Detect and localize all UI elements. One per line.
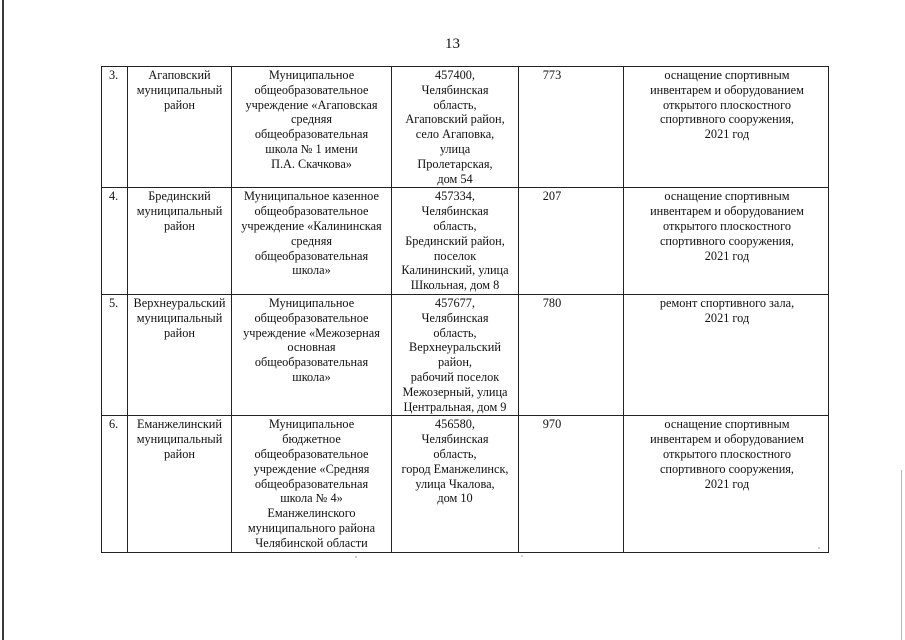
organization-cell: Муниципальное бюджетное общеобразовательное учреждение «Средняя общеобразовательная школа № 4» Еманжелинского муниципального района Челябинской области xyxy=(232,416,392,553)
table-row xyxy=(102,416,829,553)
amount-cell: 970 xyxy=(519,416,624,553)
scan-edge-right xyxy=(901,470,902,640)
table-row xyxy=(102,188,829,295)
purpose-cell: оснащение спортивным инвентарем и оборудованием открытого плоскостного спортивного сооружения, 2021 год xyxy=(624,188,829,295)
institutions-table xyxy=(101,66,829,553)
amount-cell: 773 xyxy=(519,67,624,188)
address-cell: 457334, Челябинская область, Брединский район, поселок Калининский, улица Школьная, дом 8 xyxy=(392,188,519,295)
row-number: 4. xyxy=(102,188,128,295)
district-cell: Брединский муниципальный район xyxy=(128,188,232,295)
address-cell: 457400, Челябинская область, Агаповский район, село Агаповка, улица Пролетарская, дом 54 xyxy=(392,67,519,188)
address-cell: 456580, Челябинская область, город Еманжелинск, улица Чкалова, дом 10 xyxy=(392,416,519,553)
scan-edge-left xyxy=(2,0,4,640)
table-row xyxy=(102,67,829,188)
district-cell: Агаповский муниципальный район xyxy=(128,67,232,188)
table-row xyxy=(102,294,829,415)
purpose-cell: ремонт спортивного зала, 2021 год xyxy=(624,294,829,415)
page-number: 13 xyxy=(445,36,460,52)
district-cell: Верхнеуральский муниципальный район xyxy=(128,294,232,415)
row-number: 5. xyxy=(102,294,128,415)
organization-cell: Муниципальное казенное общеобразовательное учреждение «Калининская средняя общеобразовательная школа» xyxy=(232,188,392,295)
row-number: 6. xyxy=(102,416,128,553)
row-number: 3. xyxy=(102,67,128,188)
amount-cell: 207 xyxy=(519,188,624,295)
organization-cell: Муниципальное общеобразовательное учреждение «Агаповская средняя общеобразовательная школа № 1 имени П.А. Скачкова» xyxy=(232,67,392,188)
amount-cell: 780 xyxy=(519,294,624,415)
organization-cell: Муниципальное общеобразовательное учреждение «Межозерная основная общеобразовательная школа» xyxy=(232,294,392,415)
purpose-cell: оснащение спортивным инвентарем и оборудованием открытого плоскостного спортивного сооружения, 2021 год xyxy=(624,416,829,553)
district-cell: Еманжелинский муниципальный район xyxy=(128,416,232,553)
purpose-cell: оснащение спортивным инвентарем и оборудованием открытого плоскостного спортивного сооружения, 2021 год xyxy=(624,67,829,188)
address-cell: 457677, Челябинская область, Верхнеуральский район, рабочий поселок Межозерный, улица Центральная, дом 9 xyxy=(392,294,519,415)
